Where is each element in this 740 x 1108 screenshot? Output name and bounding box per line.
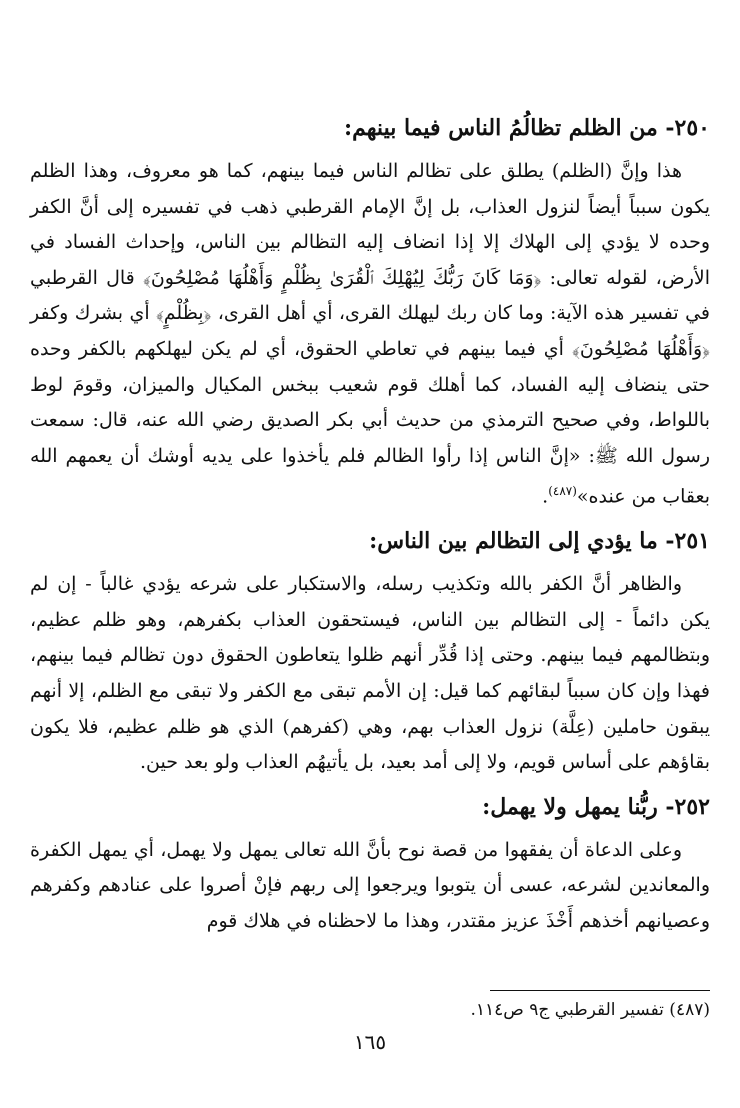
paragraph-text: هذا وإنَّ (الظلم) يطلق على تظالم الناس فيما بينهم، كما هو معروف، وهذا الظلم يكون سبباً أيضاً لنزول العذاب، بل إنَّ الإمام القرطبي ذهب في تفسيره إلى أنَّ الكفر وحده لا يؤدي إلى الهلاك إلا إذا انضاف إليه التظالم بين الناس، وإحداث الفساد في الأرض، لقوله تعالى: ﴿وَمَا كَانَ رَبُّكَ لِيُهْلِكَ ٱلْقُرَىٰ بِظُلْمٍ وَأَهْلُهَا مُصْلِحُونَ﴾ قال القرطبي في تفسير هذه الآية: وما كان ربك ليهلك القرى، أي أهل القرى، ﴿بِظُلْمٍ﴾ أي بشرك وكفر ﴿وَأَهْلُهَا مُصْلِحُونَ﴾ أي فيما بينهم في تعاطي الحقوق، أي لم يكن ليهلكهم بالكفر وحده حتى ينضاف إليه الفساد، كما أهلك قوم شعيب ببخس المكيال والميزان، وقومَ لوط باللواط، وفي صحيح الترمذي من حديث أبي بكر الصديق رضي الله عنه، قال: سمعت رسول الله ﷺ: «إنَّ الناس إذا رأوا الظالم فلم يأخذوا على يديه أوشك أن يعمهم الله بعقاب من عنده» <box>30 160 710 508</box>
section-heading-250: ٢٥٠- من الظلم تظالُمُ الناس فيما بينهم: <box>344 115 710 141</box>
page-number: ١٦٥ <box>353 1030 387 1054</box>
footnote-reference[interactable]: (٤٨٧) <box>548 484 577 499</box>
paragraph-end: . <box>542 485 549 508</box>
section-paragraph-252: وعلى الدعاة أن يفقهوا من قصة نوح بأنَّ الله تعالى يمهل ولا يهمل، أي يمهل الكفرة والمعاندين لشرعه، عسى أن يتوبوا ويرجعوا إلى ربهم فإنْ أصروا على عنادهم وكفرهم وعصيانهم أخذهم أَخْذَ عزيز مقتدر، وهذا ما لاحظناه في هلاك قوم <box>30 838 710 933</box>
section-paragraph-250 <box>30 154 710 515</box>
footnote-divider <box>490 990 710 991</box>
section-heading-251: ٢٥١- ما يؤدي إلى التظالم بين الناس: <box>369 528 710 555</box>
section-paragraph-251: والظاهر أنَّ الكفر بالله وتكذيب رسله، والاستكبار على شرعه يؤدي غالباً - إن لم يكن دائماً - إلى التظالم بين الناس، فيستحقون العذاب بكفرهم، وهو ظلم عظيم، وبتظالمهم فيما بينهم. وحتى إذا قُدِّر أنهم ظلوا يتعاطون الحقوق دون تظالم فيما بينهم، فهذا وإن كان سبباً لبقائهم كما قيل: إن الأمم تبقى مع الكفر ولا تبقى مع الظلم، إلا أنهم يبقون حاملين (عِلَّة) نزول العذاب بهم، وهي (كفرهم) الذي هو ظلم عظيم، فلا يكون بقاؤهم على أساس قويم، ولا إلى أمد بعيد، بل يأتيهُم العذاب ولو بعد حين. <box>30 573 710 774</box>
section-heading-252: ٢٥٢- ربُّنا يمهل ولا يهمل: <box>482 793 710 820</box>
footnote: (٤٨٧) تفسير القرطبي ج٩ ص١١٤. <box>470 1000 710 1020</box>
page-body <box>30 108 710 940</box>
